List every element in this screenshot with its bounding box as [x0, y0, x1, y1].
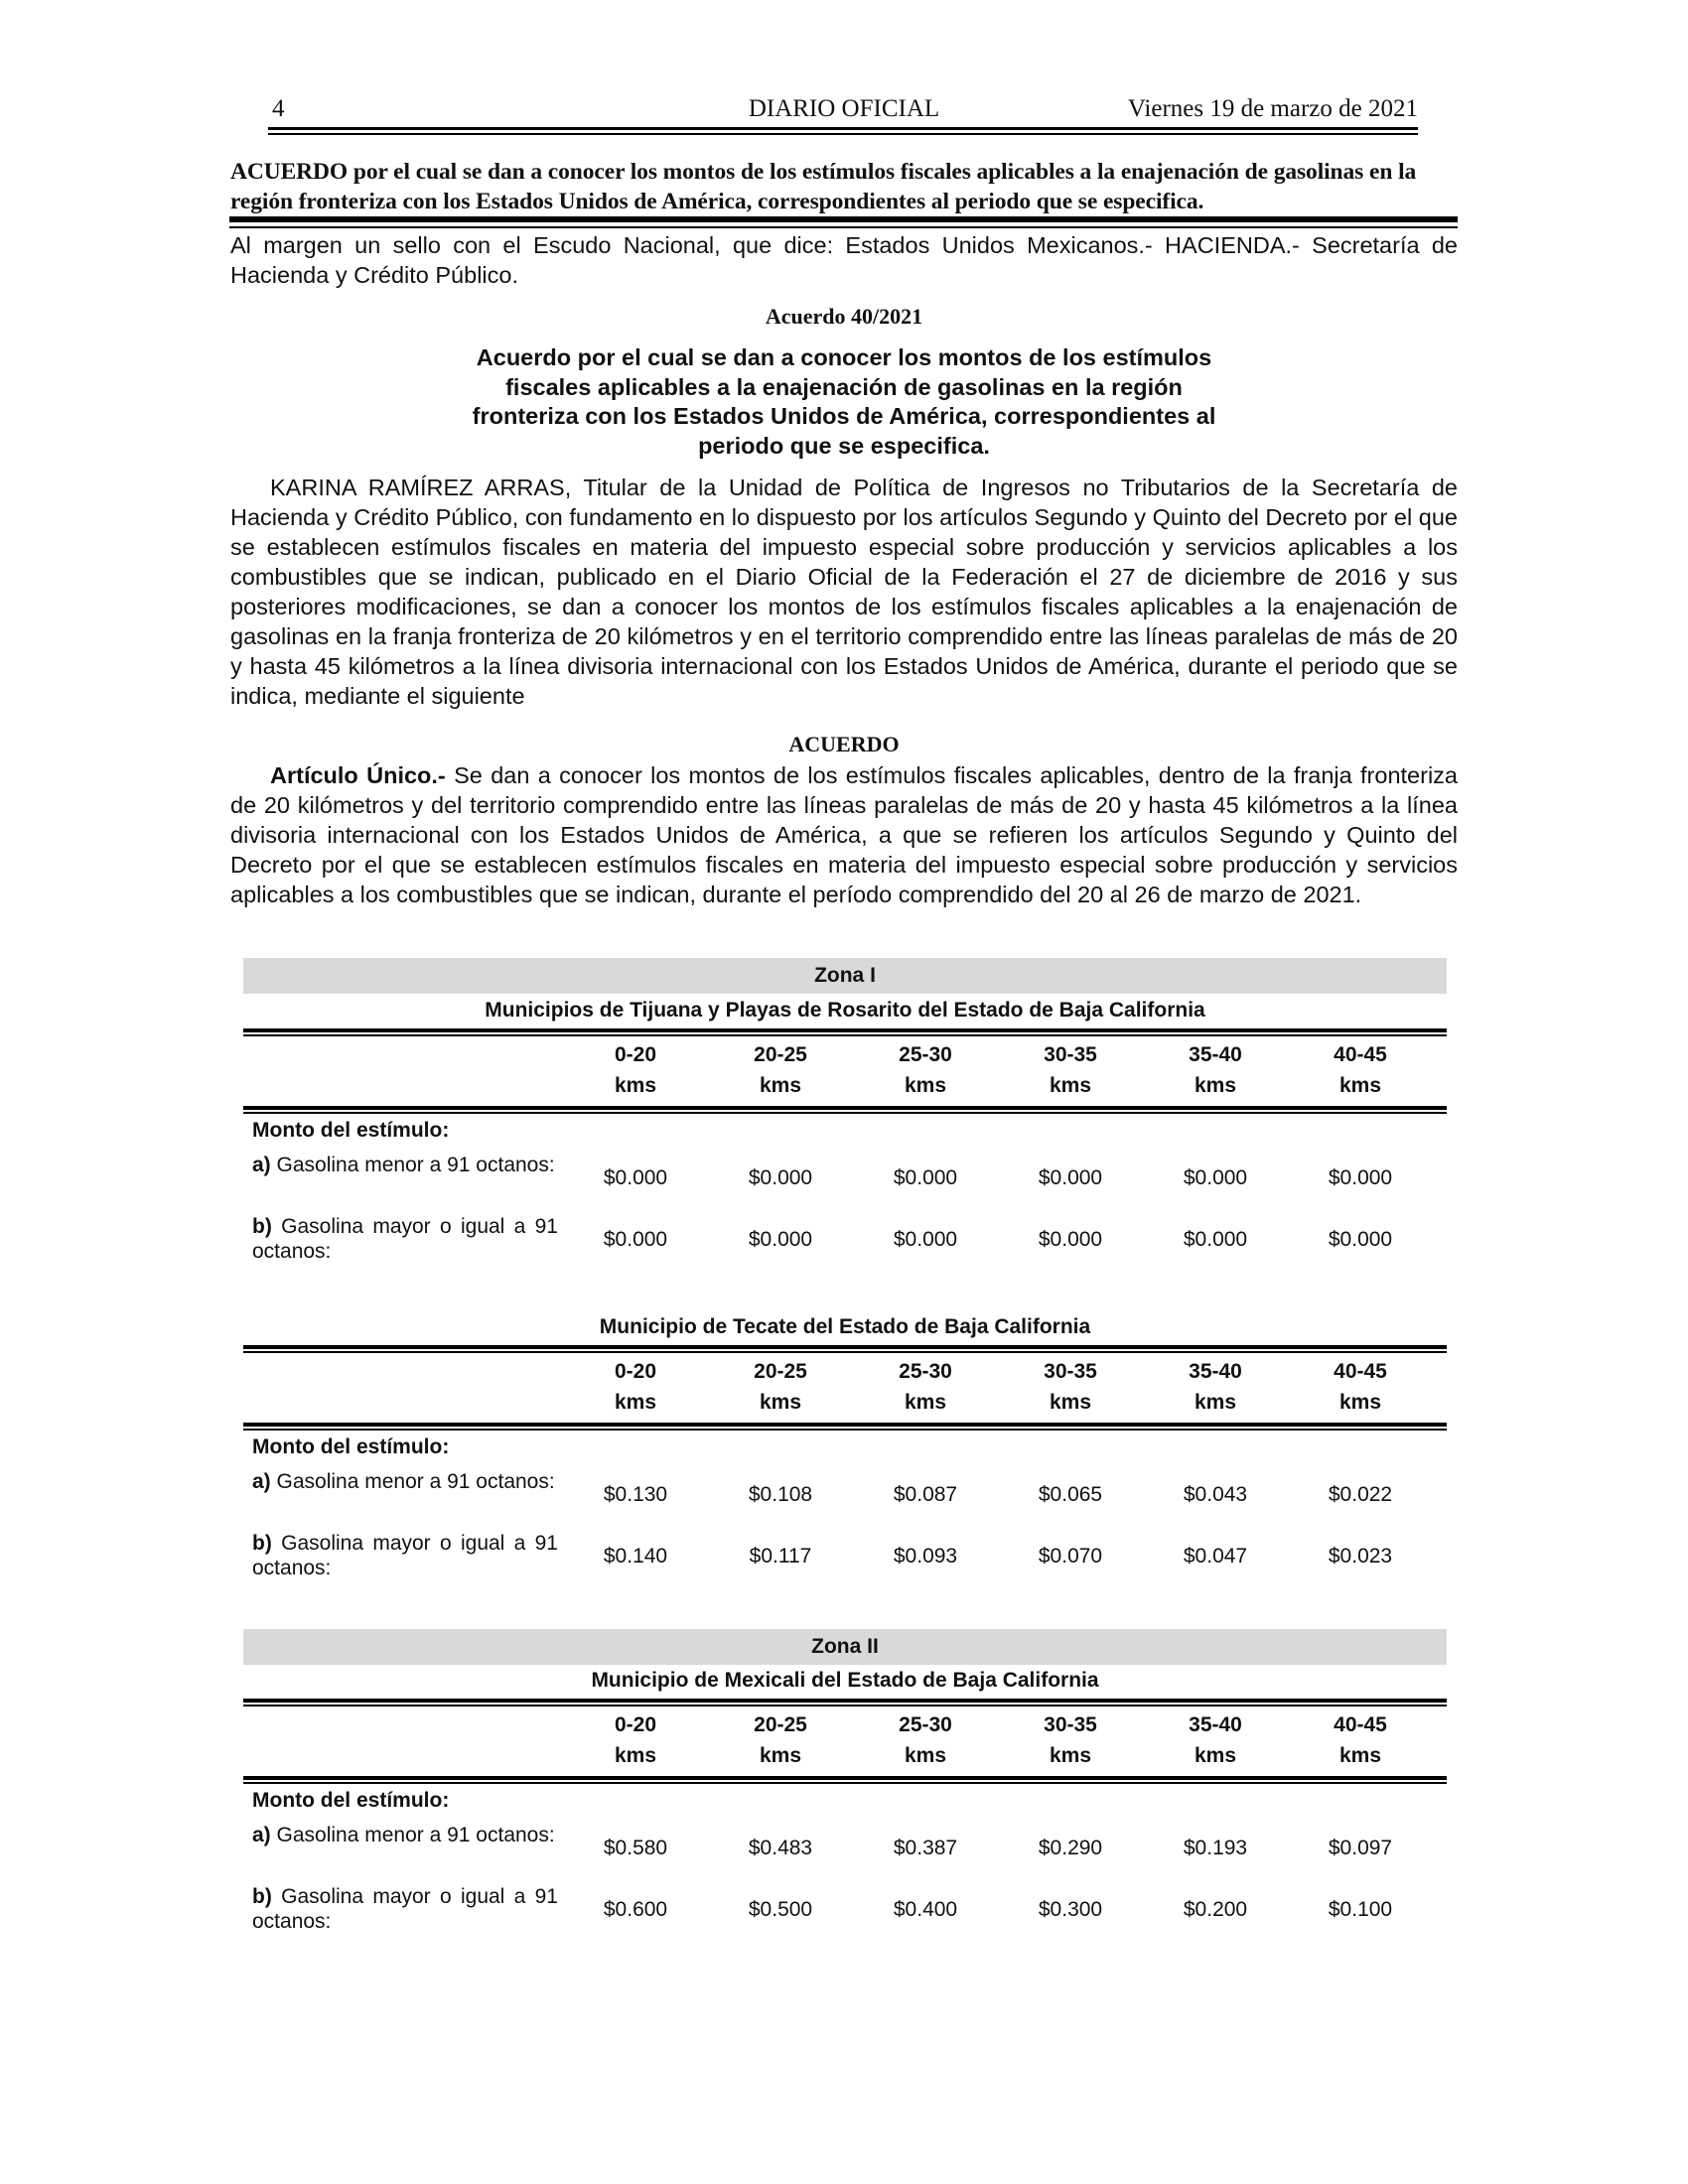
table-header-rule: [243, 1106, 1447, 1115]
column-header: 30-35 kms: [1044, 1043, 1097, 1097]
article-paragraph: [230, 760, 1458, 909]
title-rule: [229, 216, 1458, 222]
value-cell: $0.000: [1183, 1166, 1248, 1189]
value-cell: $0.100: [1328, 1898, 1393, 1921]
value-cell: $0.000: [748, 1166, 813, 1189]
column-header: 30-35 kms: [1044, 1360, 1097, 1414]
value-cell: $0.387: [893, 1837, 958, 1859]
table-header-rule: [243, 1776, 1447, 1785]
column-header: 0-20 kms: [614, 1043, 657, 1097]
value-cell: $0.117: [749, 1545, 812, 1568]
column-header: 0-20 kms: [614, 1713, 657, 1767]
publication-date: Viernes 19 de marzo de 2021: [1127, 95, 1418, 122]
subtitle-line: Acuerdo por el cual se dan a conocer los montos de los estímulos: [476, 344, 1212, 370]
column-header: 40-45 kms: [1334, 1360, 1387, 1414]
value-cell: $0.070: [1038, 1545, 1103, 1568]
value-cell: $0.093: [893, 1545, 958, 1568]
table-header-rule: [243, 1423, 1447, 1432]
header-rule: [268, 127, 1418, 130]
column-header: 0-20 kms: [614, 1360, 657, 1414]
row-label-gasolina-menor-91: a) Gasolina menor a 91 octanos:: [252, 1154, 555, 1176]
row-label-gasolina-mayor-91: b) Gasolina mayor o igual a 91 octanos:: [252, 1532, 558, 1579]
value-cell: $0.108: [748, 1483, 813, 1506]
value-cell: $0.130: [603, 1483, 668, 1506]
column-header: 40-45 kms: [1334, 1043, 1387, 1097]
column-header: 25-30 kms: [899, 1713, 952, 1767]
row-label-gasolina-menor-91: a) Gasolina menor a 91 octanos:: [252, 1824, 555, 1846]
header-rule-thin: [268, 133, 1418, 135]
article-lead: Artículo Único.-: [270, 762, 446, 788]
value-cell: $0.200: [1183, 1898, 1248, 1921]
zone-header-zona-i: Zona I: [243, 958, 1447, 994]
municipality-title: Municipio de Mexicali del Estado de Baja California: [591, 1669, 1099, 1692]
value-cell: $0.193: [1183, 1837, 1248, 1859]
subtitle-line: fronteriza con los Estados Unidos de América, correspondientes al: [472, 403, 1216, 429]
preamble-paragraph: KARINA RAMÍREZ ARRAS, Titular de la Unidad de Política de Ingresos no Tributarios de la Secretaría de Hacienda y Crédito Público, con fundamento en lo dispuesto por los artículos Segundo y Quinto del Decreto por el que se establecen estímulos fiscales en materia del impuesto especial sobre producción y servicios aplicables a los combustibles que se indican, publicado en el Diario Oficial de la Federación el 27 de diciembre de 2016 y sus posteriores modificaciones, se dan a conocer los montos de los estímulos fiscales aplicables a la enajenación de gasolinas en la franja fronteriza de 20 kilómetros y en el territorio comprendido entre las líneas paralelas de más de 20 y hasta 45 kilómetros a la línea divisoria internacional con los Estados Unidos de América, durante el periodo que se indica, mediante el siguiente: [230, 475, 1458, 709]
document-title: ACUERDO por el cual se dan a conocer los montos de los estímulos fiscales aplicables a la enajenación de gasolinas en la región fronteriza con los Estados Unidos de América, correspondientes al periodo que se especifica.: [230, 159, 1417, 214]
value-cell: $0.290: [1038, 1837, 1103, 1859]
publication-name: DIARIO OFICIAL: [748, 95, 940, 122]
row-label-gasolina-mayor-91: b) Gasolina mayor o igual a 91 octanos:: [252, 1885, 558, 1933]
subtitle-line: fiscales aplicables a la enajenación de gasolinas en la región: [505, 373, 1183, 400]
value-cell: $0.043: [1183, 1483, 1248, 1506]
acuerdo-number: Acuerdo 40/2021: [765, 304, 923, 329]
subtitle-line: periodo que se especifica.: [698, 432, 990, 459]
title-rule-thin: [229, 226, 1458, 228]
column-header: 20-25 kms: [754, 1713, 807, 1767]
acuerdo-heading: ACUERDO: [788, 732, 900, 756]
value-cell: $0.000: [748, 1228, 813, 1251]
article-text: Se dan a conocer los montos de los estímulos fiscales aplicables, dentro de la franja fronteriza de 20 kilómetros y del territorio comprendido entre las líneas paralelas de más de 20 y hasta 45 kilómetros a la línea divisoria internacional con los Estados Unidos de América, a que se refieren los artículos Segundo y Quinto del Decreto por el que se establecen estímulos fiscales en materia del impuesto especial sobre producción y servicios aplicables a los combustibles que se indican, durante el período comprendido del 20 al 26 de marzo de 2021.: [230, 762, 1458, 907]
table-top-rule: [243, 1028, 1447, 1037]
column-header: 30-35 kms: [1044, 1713, 1097, 1767]
value-cell: $0.047: [1183, 1545, 1248, 1568]
value-cell: $0.483: [748, 1837, 813, 1859]
zone-header-zona-ii: Zona II: [243, 1629, 1447, 1665]
monto-label: Monto del estímulo:: [252, 1119, 450, 1142]
value-cell: $0.087: [893, 1483, 958, 1506]
value-cell: $0.580: [603, 1837, 668, 1859]
value-cell: $0.400: [893, 1898, 958, 1921]
page-number: 4: [272, 95, 285, 122]
column-header: 40-45 kms: [1334, 1713, 1387, 1767]
value-cell: $0.300: [1038, 1898, 1103, 1921]
value-cell: $0.022: [1328, 1483, 1393, 1506]
municipality-title: Municipio de Tecate del Estado de Baja California: [599, 1315, 1091, 1338]
table-top-rule: [243, 1345, 1447, 1354]
municipality-title: Municipios de Tijuana y Playas de Rosarito del Estado de Baja California: [485, 999, 1205, 1022]
column-header: 20-25 kms: [754, 1043, 807, 1097]
row-label-gasolina-mayor-91: b) Gasolina mayor o igual a 91 octanos:: [252, 1215, 558, 1263]
value-cell: $0.000: [1183, 1228, 1248, 1251]
acuerdo-subtitle: [442, 343, 1246, 461]
column-header: 25-30 kms: [899, 1360, 952, 1414]
value-cell: $0.600: [603, 1898, 668, 1921]
value-cell: $0.065: [1038, 1483, 1103, 1506]
column-header: 25-30 kms: [899, 1043, 952, 1097]
value-cell: $0.000: [1038, 1228, 1103, 1251]
monto-label: Monto del estímulo:: [252, 1789, 450, 1812]
table-top-rule: [243, 1699, 1447, 1707]
column-header: 20-25 kms: [754, 1360, 807, 1414]
value-cell: $0.000: [1328, 1228, 1393, 1251]
value-cell: $0.000: [1328, 1166, 1393, 1189]
column-header: 35-40 kms: [1189, 1713, 1242, 1767]
value-cell: $0.500: [748, 1898, 813, 1921]
value-cell: $0.000: [893, 1228, 958, 1251]
column-header: 35-40 kms: [1189, 1360, 1242, 1414]
column-header: 35-40 kms: [1189, 1043, 1242, 1097]
value-cell: $0.000: [603, 1228, 668, 1251]
monto-label: Monto del estímulo:: [252, 1435, 450, 1458]
value-cell: $0.097: [1328, 1837, 1393, 1859]
row-label-gasolina-menor-91: a) Gasolina menor a 91 octanos:: [252, 1470, 555, 1493]
value-cell: $0.000: [603, 1166, 668, 1189]
value-cell: $0.023: [1328, 1545, 1393, 1568]
value-cell: $0.000: [1038, 1166, 1103, 1189]
value-cell: $0.000: [893, 1166, 958, 1189]
margin-note: Al margen un sello con el Escudo Nacional, que dice: Estados Unidos Mexicanos.- HACIENDA.- Secretaría de Hacienda y Crédito Público.: [230, 232, 1458, 288]
value-cell: $0.140: [603, 1545, 668, 1568]
